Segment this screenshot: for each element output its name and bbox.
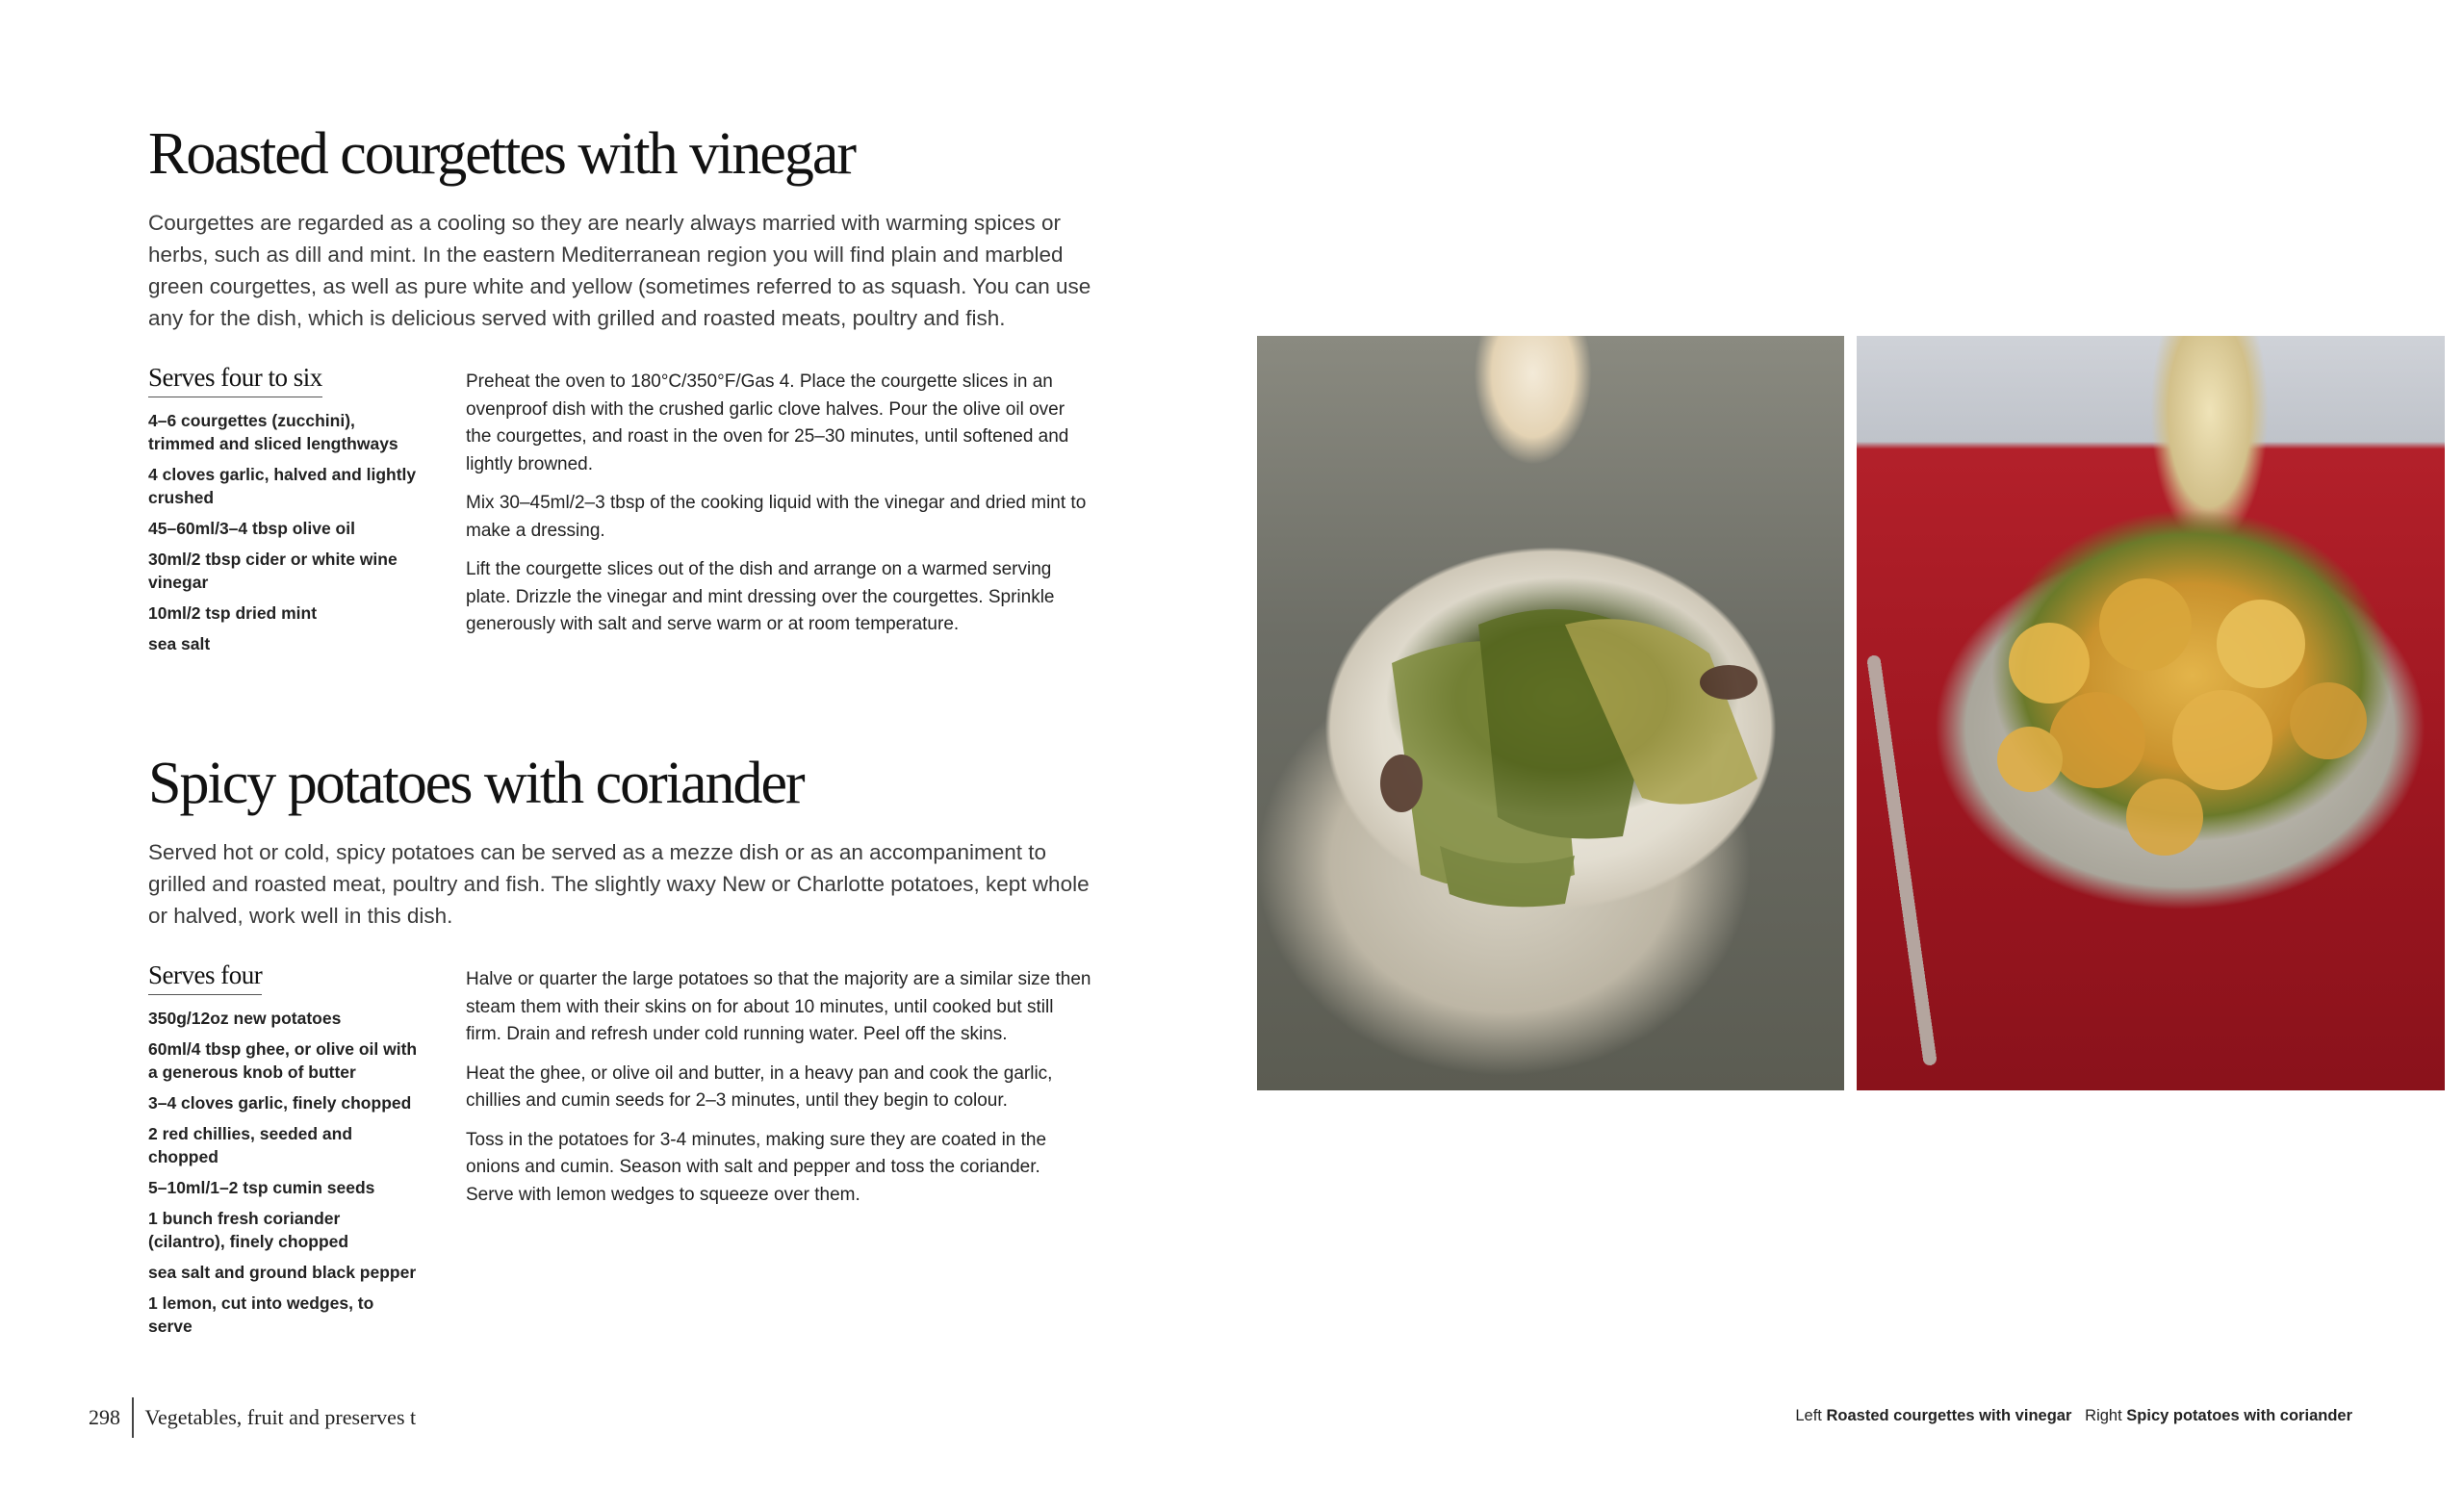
potatoes-photo	[1857, 336, 2445, 1090]
recipe-title: Roasted courgettes with vinegar	[148, 121, 856, 187]
method-column	[466, 363, 1091, 663]
method-step: Mix 30–45ml/2–3 tbsp of the cooking liquid with the vinegar and dried mint to make a dressing.	[466, 493, 1087, 541]
ingredient-item: 350g/12oz new potatoes	[148, 1009, 342, 1029]
ingredient-list	[148, 409, 437, 655]
ingredient-item: 60ml/4 tbsp ghee, or olive oil with a generous knob of butter	[148, 1039, 418, 1083]
courgette-slices-image	[1257, 336, 1844, 1090]
ingredient-item: sea salt	[148, 634, 211, 654]
caption-left-title: Roasted courgettes with vinegar	[1826, 1407, 2072, 1424]
ingredients-column	[148, 363, 437, 663]
ingredient-item: 30ml/2 tbsp cider or white wine vinegar	[148, 550, 398, 593]
photo-caption	[1795, 1407, 2352, 1425]
recipe-intro: Served hot or cold, spicy potatoes can be served as a mezze dish or as an accompaniment to grilled and roasted meat, poultry and fish. The slightly waxy New or Charlotte potatoes, kept whole or halved, work well in this dish.	[148, 840, 1090, 929]
ingredient-item: 1 lemon, cut into wedges, to serve	[148, 1293, 374, 1337]
recipe-roasted-courgettes	[148, 123, 1091, 663]
page-number: 298	[89, 1405, 120, 1429]
ingredient-item: 5–10ml/1–2 tsp cumin seeds	[148, 1178, 375, 1198]
ingredient-item: 4 cloves garlic, halved and lightly crushed	[148, 465, 417, 508]
ingredient-item: 10ml/2 tsp dried mint	[148, 603, 318, 624]
page-footer	[89, 1397, 416, 1438]
method-column	[466, 960, 1091, 1345]
ingredient-item: 45–60ml/3–4 tbsp olive oil	[148, 519, 355, 539]
serves-heading: Serves four	[148, 960, 262, 995]
method-step: Toss in the potatoes for 3-4 minutes, making sure they are coated in the onions and cumin. Season with salt and pepper and toss the coriander. Serve with lemon wedges to squeeze over them.	[466, 1129, 1047, 1205]
method-step: Lift the courgette slices out of the dish and arrange on a warmed serving plate. Drizzle the vinegar and mint dressing over the courgettes. Sprinkle generously with salt and serve warm or at room temperature.	[466, 559, 1055, 635]
ingredient-item: 2 red chillies, seeded and chopped	[148, 1124, 353, 1167]
caption-right-label: Right	[2085, 1407, 2122, 1424]
recipe-spicy-potatoes	[148, 753, 1091, 1345]
ingredient-item: 3–4 cloves garlic, finely chopped	[148, 1093, 412, 1113]
method-step: Heat the ghee, or olive oil and butter, in a heavy pan and cook the garlic, chillies and cumin seeds for 2–3 minutes, until they begin to colour.	[466, 1062, 1053, 1112]
recipe-intro: Courgettes are regarded as a cooling so they are nearly always married with warming spices or herbs, such as dill and mint. In the eastern Mediterranean region you will find plain and marbled green courgettes, as well as pure white and yellow (sometimes referred to as squash. You can use any for the dish, which is delicious served with grilled and roasted meats, poultry and fish.	[148, 211, 1091, 331]
spicy-potatoes-image	[1857, 336, 2445, 1090]
ingredients-column	[148, 960, 437, 1345]
caption-right-title: Spicy potatoes with coriander	[2126, 1407, 2352, 1424]
serves-heading: Serves four to six	[148, 363, 322, 397]
section-name: Vegetables, fruit and preserves t	[144, 1405, 417, 1429]
caption-left-label: Left	[1795, 1407, 1822, 1424]
method-step: Preheat the oven to 180°C/350°F/Gas 4. Place the courgette slices in an ovenproof dish with the crushed garlic clove halves. Pour the olive oil over the courgettes, and roast in the oven for 25–30 minutes, until softened and lightly browned.	[466, 371, 1069, 474]
method-step: Halve or quarter the large potatoes so that the majority are a similar size then steam them with their skins on for about 10 minutes, until cooked but still firm. Drain and refresh under cold running water. Peel off the skins.	[466, 969, 1091, 1045]
footer-divider	[132, 1397, 134, 1438]
recipe-body	[148, 960, 1091, 1345]
ingredient-item: sea salt and ground black pepper	[148, 1263, 417, 1283]
ingredient-item: 4–6 courgettes (zucchini), trimmed and sliced lengthways	[148, 411, 398, 454]
ingredient-item: 1 bunch fresh coriander (cilantro), finely chopped	[148, 1209, 349, 1252]
ingredient-list	[148, 1007, 437, 1338]
courgettes-photo	[1257, 336, 1844, 1090]
recipe-body	[148, 363, 1091, 663]
recipe-title: Spicy potatoes with coriander	[148, 751, 804, 816]
